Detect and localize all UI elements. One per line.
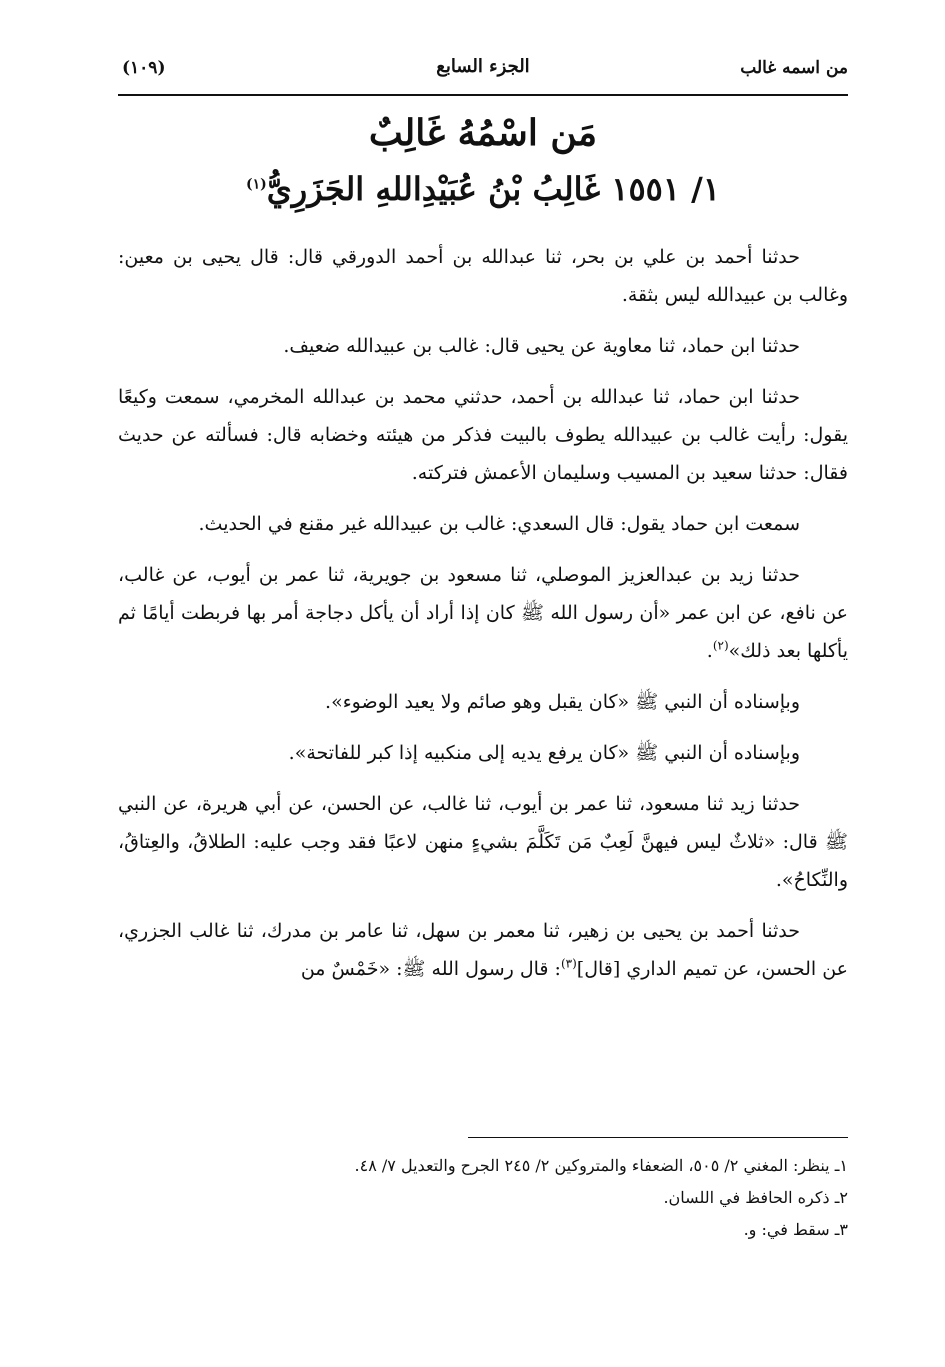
running-header (118, 50, 848, 96)
chapter-title: مَن اسْمُهُ غَالِبٌ (368, 112, 598, 154)
paragraph (118, 912, 848, 988)
footnote-ref: (٣) (560, 956, 577, 971)
paragraph-text: : قال رسول الله ﷺ: «خَمْسٌ من (300, 958, 561, 980)
paragraph-text: حدثنا زيد ثنا مسعود، ثنا عمر بن أيوب، ثنا غالب، عن الحسن، عن أبي هريرة، عن النبي ﷺ قال: «ثلاثٌ ليس فيهنَّ لَعِبٌ مَن تَكَلَّمَ بشيءٍ منهن لاعبًا فقد وجب عليه: الطلاقُ، والعِتاقُ، والنِّكاحُ». (118, 793, 848, 891)
volume-label: الجزء السابع (436, 56, 530, 77)
footnote: ٣ـ سقط في: و. (743, 1220, 848, 1239)
paragraph-text: حدثنا ابن حماد، ثنا معاوية عن يحيى قال: غالب بن عبيدالله ضعيف. (283, 335, 800, 357)
page-number: (١٠٩) (122, 58, 166, 78)
paragraph-text: . (706, 640, 713, 662)
footnotes (118, 1150, 848, 1246)
paragraph (118, 683, 848, 721)
section-title: من اسمه غالب (740, 58, 848, 78)
paragraph-text: وبإسناده أن النبي ﷺ «كان يقبل وهو صائم ولا يعيد الوضوء». (325, 691, 800, 713)
paragraph (118, 505, 848, 543)
footnote: ١ـ ينظر: المغني ٢/ ٥٠٥، الضعفاء والمتروكين ٢/ ٢٤٥ الجرح والتعديل ٧/ ٤٨. (354, 1156, 848, 1175)
footnote-divider (468, 1137, 848, 1138)
paragraph-text: حدثنا ابن حماد، ثنا عبدالله بن أحمد، حدثني محمد بن عبدالله المخرمي، سمعت وكيعًا يقول: رأيت غالب بن عبيدالله يطوف بالبيت فذكر من هيئته وخضابه قال: فسألته عن حديث فقال: حدثنا سعيد بن المسيب وسليمان الأعمش فتركته. (118, 386, 848, 484)
paragraph (118, 734, 848, 772)
paragraph (118, 378, 848, 492)
entry-footnote-ref: (١) (245, 176, 267, 193)
footnote: ٢ـ ذكره الحافظ في اللسان. (663, 1188, 848, 1207)
entry-title (118, 170, 848, 208)
paragraph (118, 327, 848, 365)
body-text (118, 238, 848, 1001)
paragraph-text: سمعت ابن حماد يقول: قال السعدي: غالب بن عبيدالله غير مقنع في الحديث. (198, 513, 800, 535)
paragraph (118, 556, 848, 670)
paragraph-text: حدثنا زيد بن عبدالعزيز الموصلي، ثنا مسعود بن جويرية، ثنا عمر بن أيوب، عن غالب، عن نافع، عن ابن عمر «أن رسول الله ﷺ كان إذا أراد أن يأكل دجاجة أمر بها فربطت أيامًا ثم يأكلها بعد ذلك» (118, 564, 848, 662)
paragraph (118, 238, 848, 314)
footnote-ref: (٢) (712, 638, 729, 653)
paragraph-text: وبإسناده أن النبي ﷺ «كان يرفع يديه إلى منكبيه إذا كبر للفاتحة». (288, 742, 800, 764)
paragraph-text: حدثنا أحمد بن علي بن بحر، ثنا عبدالله بن أحمد الدورقي قال: قال يحيى بن معين: وغالب بن عبيدالله ليس بثقة. (118, 246, 848, 306)
paragraph (118, 785, 848, 899)
paragraph-text: حدثنا أحمد بن يحيى بن زهير، ثنا معمر بن سهل، ثنا عامر بن مدرك، ثنا غالب الجزري، عن الحسن، عن تميم الداري [قال] (118, 920, 848, 980)
entry-title-text: ١/ ١٥٥١ غَالِبُ بْنُ عُبَيْدِاللهِ الجَزَرِيُّ (266, 170, 721, 208)
